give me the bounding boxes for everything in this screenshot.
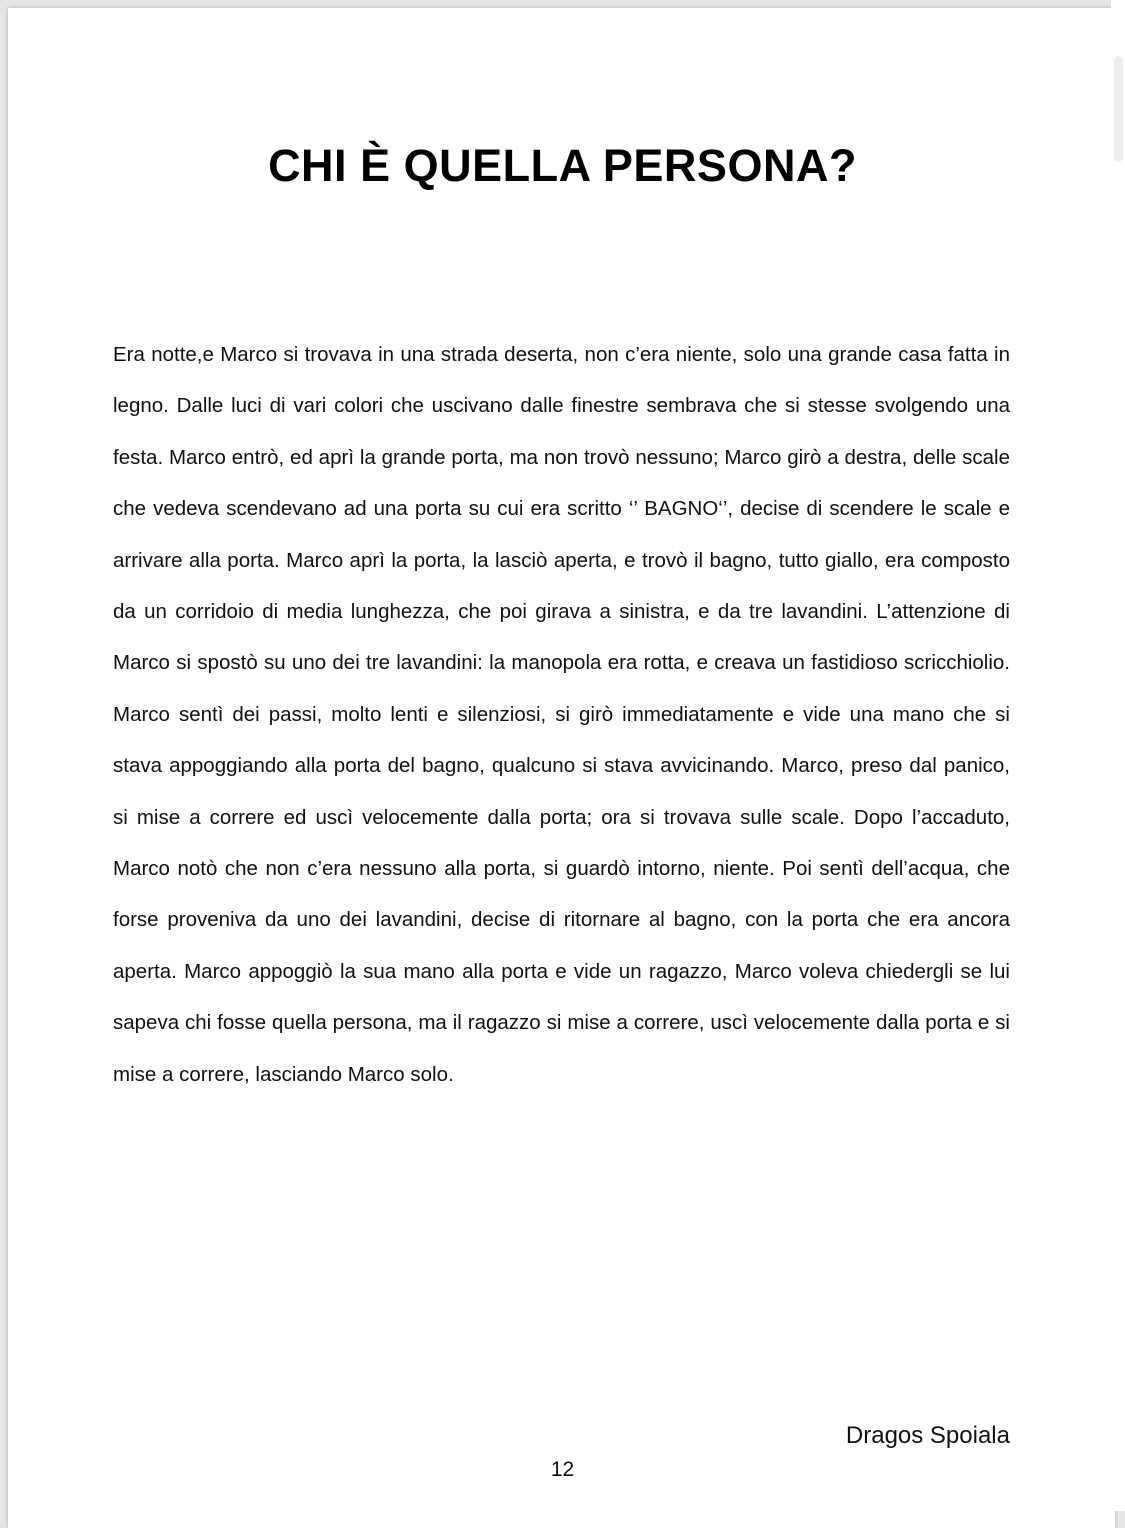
author-name: Dragos Spoiala <box>845 1422 1010 1449</box>
scrollbar-thumb[interactable] <box>1114 56 1123 162</box>
page-title: CHI È QUELLA PERSONA? <box>268 140 857 191</box>
vertical-scrollbar[interactable] <box>1111 0 1125 1511</box>
story-paragraph: Era notte,e Marco si trovava in una strada deserta, non c’era niente, solo una grande casa fatta in legno. Dalle luci di vari colori che uscivano dalle finestre sembrava che si stesse svolgendo una festa. Marco entrò, ed aprì la grande porta, ma non trovò nessuno; Marco girò a destra, delle scale che vedeva scendevano ad una porta su cui era scritto ‘’ BAGNO‘’, decise di scendere le scale e arrivare alla porta. Marco aprì la porta, la lasciò aperta, e trovò il bagno, tutto giallo, era composto da un corridoio di media lunghezza, che poi girava a sinistra, e da tre lavandini. L’attenzione di Marco si spostò su uno dei tre lavandini: la manopola era rotta, e creava un fastidioso scricchiolio. Marco sentì dei passi, molto lenti e silenziosi, si girò immediatamente e vide una mano che si stava appoggiando alla porta del bagno, qualcuno si stava avvicinando. Marco, preso dal panico, si mise a correre ed uscì velocemente dalla porta; ora si trovava sulle scale. Dopo l’accaduto, Marco notò che non c’era nessuno alla porta, si guardò intorno, niente. Poi sentì dell’acqua, che forse proveniva da uno dei lavandini, decise di ritornare al bagno, con la porta che era ancora aperta. Marco appoggiò la sua mano alla porta e vide un ragazzo, Marco voleva chiedergli se lui sapeva chi fosse quella persona, ma il ragazzo si mise a correre, uscì velocemente dalla porta e si mise a correre, lasciando Marco solo. <box>113 343 1010 1086</box>
page-number: 12 <box>550 1458 575 1481</box>
